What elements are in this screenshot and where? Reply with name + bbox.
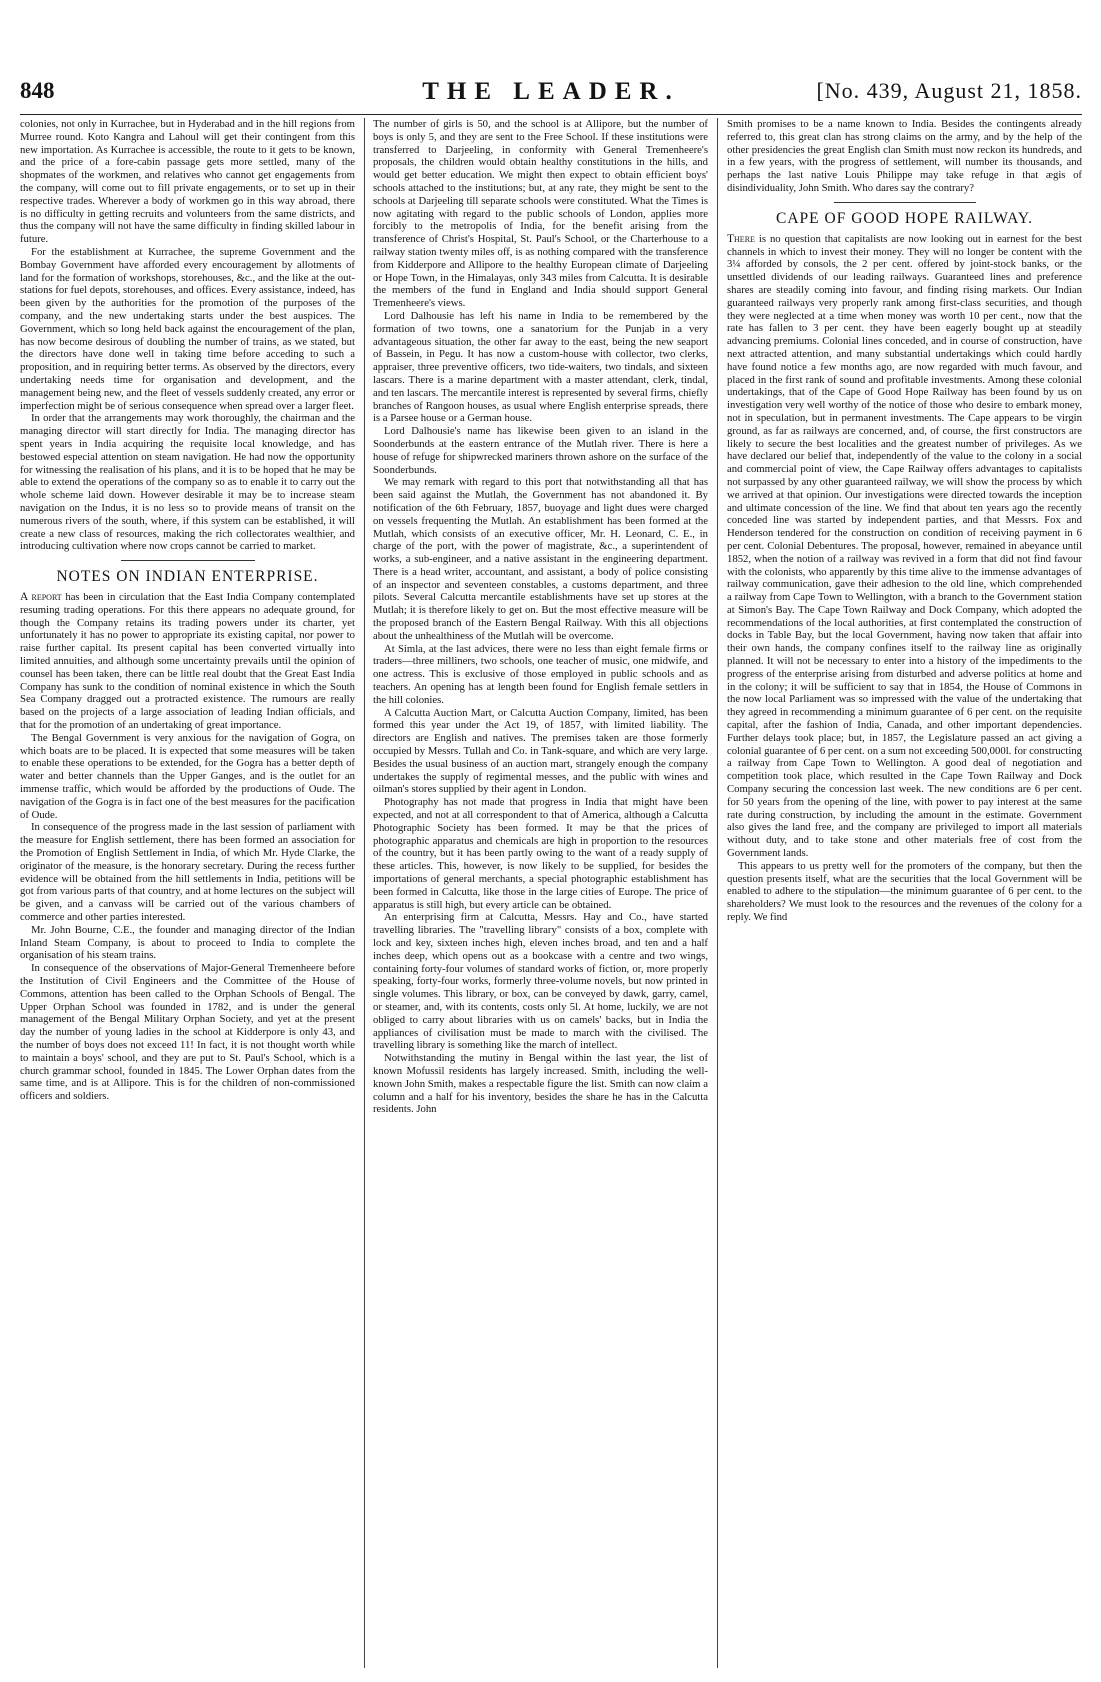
paragraph	[727, 233, 1082, 860]
paragraph-text: is no question that capitalists are now looking out in earnest for the best channels in which to invest their money. They will no longer be content with the 3¼ afforded by consols, the 2 per cent. offered by joint-stock banks, or the unsettled dividends of our leading railways. Guaranteed lines and preference shares are steadily coming into favour, and finding rising markets. Our Indian guaranteed railways very properly rank among first-class securities, and though they were neglected at a time when money was worth 10 per cent., now that the rate has fallen to 3 per cent. they have been eagerly bought up at steadily advancing premiums. Colonial lines conceded, and in course of construction, have next attracted attention, and many substantial undertakings which could hardly have found notice a few months ago, are now regarded with much favour, and placed in the first rank of sound and profitable investments. Among these colonial undertakings, that of the Cape of Good Hope Railway has been found by us on investigation very well worthy of the notice of those who desire to embark money, not in speculation, but in permanent investments. The Cape appears to be virgin ground, as far as railways are concerned, and, of course, the first constructors are likely to secure the best localities and the greatest number of privileges. As we have declared our belief that, independently of the value to the colony in a social and commercial point of view, the Cape Railway offers advantages to capitalists not surpassed by any other guaranteed railway, we will show the process by which we arrived at that opinion. Our investigations were directed towards the inception and ultimate concession of the line. We find that about ten years ago the recently conceded line was started by independent parties, and that Messrs. Fox and Henderson tendered for the construction on condition of receiving payment in 6 per cent. Colonial Debentures. The proposal, however, remained in abeyance until 1852, when the notion of a railway was revived in a form that did not find favour with the colonists, who apparently by this time alive to the immense advantages of railway communication, gave their adhesion to the old line, which comprehended a railway from Cape Town to Wellington, with a branch to the Government station at Simon's Bay. The Cape Town Railway and Dock Company, which adopted the recommendations of the local authorities, at first contemplated the construction of docks in Table Bay, but the local Government, having now taken that affair into their own hands, the company confines itself to the railway line as originally planned. It will not be necessary to enter into a history of the impediments to the progress of the enterprise arising from disturbed and adverse politics at home and in the colony; it will be sufficient to say that in 1854, the House of Commons in the now local Parliament was so impressed with the value of the undertaking that they agreed in recommending a minimum guarantee of 6 per cent. on the requisite capital, after the fashion of India, Canada, and other important dependencies. Further delays took place; but, in 1857, the Legislature passed an act giving a colonial guarantee of 6 per cent. on a sum not exceeding 500,000l. for constructing a railway from Cape Town to Wellington. A good deal of negotiation and competition took place, which resulted in the Cape Town Railway and Dock Company securing the concession last week. The new conditions are 6 per cent. for 50 years from the opening of the line, with power to pay interest at the same rate during construction, by including the amount in the estimate. Government also gives the land free, and the company are privileged to import all materials without duty, and to take stone and other materials free of cost from the Government lands.	[727, 232, 1082, 860]
paragraph: We may remark with regard to this port that notwithstanding all that has been said against the Mutlah, the Government has not abandoned it. By notification of the 6th February, 1857, buoyage and light dues were charged on vessels frequenting the Mutlah. An establishment has been formed at the Mutlah, which consists of an executive officer, Mr. H. Leonard, C. E., in charge of the port, with the power of magistrate, &c., a superintendent of works, a sub-engineer, and a native assistant in the engineering department. There is a head writer, accountant, and assistant, a body of police consisting of an inspector and seventeen constables, a customs department, and three pilots. Several Calcutta mercantile establishments have set up stores at the Mutlah; it is therefore likely to get on. But the most effective measure will be the proposed branch of the Eastern Bengal Railway. With this all objections about the unhealthiness of the Mutlah will be overcome.	[373, 476, 708, 642]
masthead-rule	[20, 114, 1082, 115]
column-rule	[364, 118, 365, 1668]
paragraph: A Calcutta Auction Mart, or Calcutta Auction Company, limited, has been formed this year under the Act 19, of 1857, with limited liability. The directors are English and natives. The premises taken are those formerly occupied by Messrs. Tullah and Co. in Tank-square, and which are very large. Besides the usual business of an auction mart, strangely enough the company undertakes the supply of regimental messes, and the public with wines and oilman's stores supplied by their agent in London.	[373, 706, 708, 796]
paragraph: Mr. John Bourne, C.E., the founder and managing director of the Indian Inland Steam Company, is about to proceed to India to complete the organisation of his steam trains.	[20, 923, 355, 962]
section-divider	[834, 202, 976, 203]
column-rule	[717, 118, 718, 1668]
paragraph: The number of girls is 50, and the school is at Allipore, but the number of boys is only 5, and they are sent to the Free School. If these institutions were transferred to Darjeeling, in conformity with General Tremenheere's proposals, the children would obtain healthy constitutions in the hills, and would get better education. We might then expect to obtain efficient boys' schools attached to the institutions; but, at any rate, they might be sent to the schools at Darjeeling till separate schools were constituted. What the Times is now agitating with regard to the public schools of London, applies more forcibly to the metropolis of India, for the benefit arising from the transference of Christ's Hospital, St. Paul's School, or the Charterhouse to a railway station twenty miles off, is as nothing compared with the transference from Kidderpore and Allipore to the healthy European climate of Darjeeling or Hope Town, in the Himalayas, only 343 miles from Calcutta. It is desirable the members of the fund in England and India should support General Tremenheere's views.	[373, 118, 708, 310]
section-heading: NOTES ON INDIAN ENTERPRISE.	[56, 568, 319, 586]
paragraph: The Bengal Government is very anxious for the navigation of Gogra, on which boats are to be placed. It is expected that some measures will be taken to enable these operations to be extended, for the Gogra has a better depth of water and better channels than the Upper Ganges, and is the outlet for an immense traffic, which would be afforded by the productions of Oude. The navigation of the Gogra is in fact one of the best measures for the pacification of Oude.	[20, 731, 355, 821]
paragraph: This appears to us pretty well for the promoters of the company, but then the question presents itself, what are the securities that the local Government will be enabled to adhere to the stipulation—the minimum guarantee of 6 per cent. to the shareholders? We must look to the resources and the revenues of the colony for a reply. We find	[727, 859, 1082, 924]
paragraph: Lord Dalhousie has left his name in India to be remembered by the formation of two towns, one a sanatorium for the Punjab in a very advantageous situation, the other far away to the east, being the new seaport of Bassein, in Pegu. It has now a custom-house with collector, two clerks, appraiser, three preventive officers, two tide-waiters, two tindals, and sixteen lascars. There is a marine department with a master attendant, clerk, tindal, and ten lascars. The mercantile interest is represented by several firms, chiefly branches of Rangoon houses, as usual where English enterprise spreads, there is a Parsee house or a German house.	[373, 309, 708, 425]
paragraph: In consequence of the observations of Major-General Tremenheere before the Institution of Civil Engineers and the Committee of the House of Commons, attention has been called to the Orphan Schools of Bengal. The Upper Orphan School was founded in 1782, and is under the general management of the Bengal Military Orphan Society, and yet at the present day the number of young ladies in the school at Kidderpore is only 43, and the number of boys does not exceed 11! In fact, it is not thought worth while to maintain a boys' school, and they are put to St. Paul's School, which is a church grammar school, founded in 1845. The Lower Orphan dates from the same time, and is at Allipore. This is for the children of non-commissioned officers and soldiers.	[20, 962, 355, 1103]
column-2	[373, 118, 708, 1668]
paper-title: THE LEADER.	[422, 78, 680, 105]
column-1	[20, 118, 355, 1668]
section-divider	[121, 560, 255, 561]
page-number: 848	[20, 78, 55, 103]
column-3	[727, 118, 1082, 1668]
paragraph: In consequence of the progress made in the last session of parliament with the measure for English settlement, there has been formed an association for the Promotion of English Settlement in India, of which Mr. Hyde Clarke, the originator of the measure, is the honorary secretary. During the recess further evidence will be obtained from the hill settlements in India, petitions will be got from various parts of that country, and at home lectures on the subject will be given, and a canvass will be carried out of the various chambers of commerce and other parties interested.	[20, 821, 355, 924]
lead-word: There	[727, 232, 755, 245]
paragraph-text: has been in circulation that the East India Company contemplated resuming trading operations. For this there appears no adequate ground, for though the Company retains its trading powers under its charter, yet unfortunately it has no power to appropriate its existing capital, nor power to raise further capital. Its present capital has been converted virtually into limited annuities, and although some uncertainty prevails until the opinion of counsel has been taken, there can be little real doubt that the Great East India Company has sunk to the condition of nominal existence in which the South Sea Company dragged out a protracted existence. The rumours are really based on the projects of a large association of leading Indian officials, and that for the promotion of an undertaking of great importance.	[20, 591, 355, 732]
paragraph: Smith promises to be a name known to India. Besides the contingents already referred to, this great clan has strong claims on the army, and by the help of the other presidencies the great English clan Smith must now reckon its hundreds, and in a few years, with the progress of settlement, will number its thousands, and perhaps the last native Louis Philippe may take refuge in that ægis of disindividuality, John Smith. Who dares say the contrary?	[727, 118, 1082, 194]
paragraph: Photography has not made that progress in India that might have been expected, and not at all correspondent to that of America, although a Calcutta Photographic Society has been formed. It may be that the prices of photographic apparatus and chemicals are high in proportion to the resources of the country, but it has been partly owing to the want of a ready supply of these articles. This, however, is now likely to be supplied, for besides the importations of general merchants, a special photographic establishment has been formed in Calcutta, like those in the large cities of Europe. The price of apparatus is still high, but every article can be obtained.	[373, 796, 708, 911]
masthead	[20, 78, 1082, 112]
paragraph	[20, 591, 355, 732]
section-heading: CAPE OF GOOD HOPE RAILWAY.	[776, 209, 1033, 227]
paragraph: colonies, not only in Kurrachee, but in Hyderabad and in the hill regions from Murree round. Koto Kangra and Lahoul will get their contingent from this new importation. As Kurrachee is accessible, the route to it gets to be known, and the price of a fore-cabin passage gets more settled, many of the shopmates of the workmen, and relatives who cannot get engagements from the company, will come out to fill private engagements, or to set up in their respective trades. Wherever a body of workmen go in this way abroad, there is no difficulty in getting recruits and volunteers from the same districts, and thus the company will not have the same difficulty in finding skilled labour in future.	[20, 118, 355, 246]
paragraph: Lord Dalhousie's name has likewise been given to an island in the Soonderbunds at the eastern entrance of the Mutlah river. There is here a house of refuge for shipwrecked mariners thrown ashore on the surface of the Soonderbunds.	[373, 425, 708, 476]
paragraph: At Simla, at the last advices, there were no less than eight female firms or traders—three milliners, two schools, one teacher of music, one midwife, and one actress. This is exclusive of those employed in public schools and as teachers. An opening has at length been found for English female settlers in the hill colonies.	[373, 642, 708, 706]
issue-date: [No. 439, August 21, 1858.	[816, 78, 1082, 103]
lead-word: A report	[20, 591, 62, 604]
paragraph: For the establishment at Kurrachee, the supreme Government and the Bombay Government have afforded every encouragement by allotments of land for the formation of workshops, storehouses, &c., and the like at the out-stations for fuel depots, storehouses, and offices. Every assistance, indeed, has been given by the authorities for the promotion of the purposes of the company, and the new undertaking starts under the best auspices. The Government, which so long held back against the encouragement of the plan, has now become desirous of doubling the number of trains, as we stated, but the directors have done well in taking time before acceding to such a proposition, and in requiring better terms. As observed by the directors, every undertaking needs time for organisation and development, and the management being new, and the fleet of vessels suddenly created, any error or imperfection might be of serious consequence when spread over a larger fleet.	[20, 245, 355, 412]
paragraph: In order that the arrangements may work thoroughly, the chairman and the managing director will start directly for India. The managing director has spent years in India acquiring the requisite local knowledge, and has bestowed especial attention on steam navigation. He had now the opportunity for witnessing the realisation of his plans, and it is to be hoped that he may be able to extend the operations of the company so as to enable it to carry out the whole scheme laid down. However desirable it may be to increase steam navigation on the Indus, it is no less so to provide means of transit on the numerous rivers of the south, where, if this system can be established, it will create a new class of resources, making the rich collectorates wealthier, and introducing cultivation where now crops cannot be carried to market.	[20, 412, 355, 553]
paragraph: Notwithstanding the mutiny in Bengal within the last year, the list of known Mofussil residents has largely increased. Smith, including the well-known John Smith, makes a respectable figure the list. Smith can now claim a column and a half for his inventory, besides the share he has in the Calcutta residents. John	[373, 1052, 708, 1116]
paragraph: An enterprising firm at Calcutta, Messrs. Hay and Co., have started travelling libraries. The "travelling library" consists of a box, complete with lock and key, sixteen inches high, eleven inches broad, and ten and a half inches deep, which opens out as a bookcase with a centre and two wings, containing forty-four volumes of standard works of fiction, or, more properly speaking, forty-four works, formerly three-volume novels, but now printed in single volumes. This library, or box, can be conveyed by dawk, garry, camel, or steamer, and, with its contents, costs only 5l. At home, luckily, we are not obliged to carry about libraries with us on camels' backs, but in India the appliances of civilisation must be made to march with the civilised. The travelling library is something like the march of intellect.	[373, 911, 708, 1052]
